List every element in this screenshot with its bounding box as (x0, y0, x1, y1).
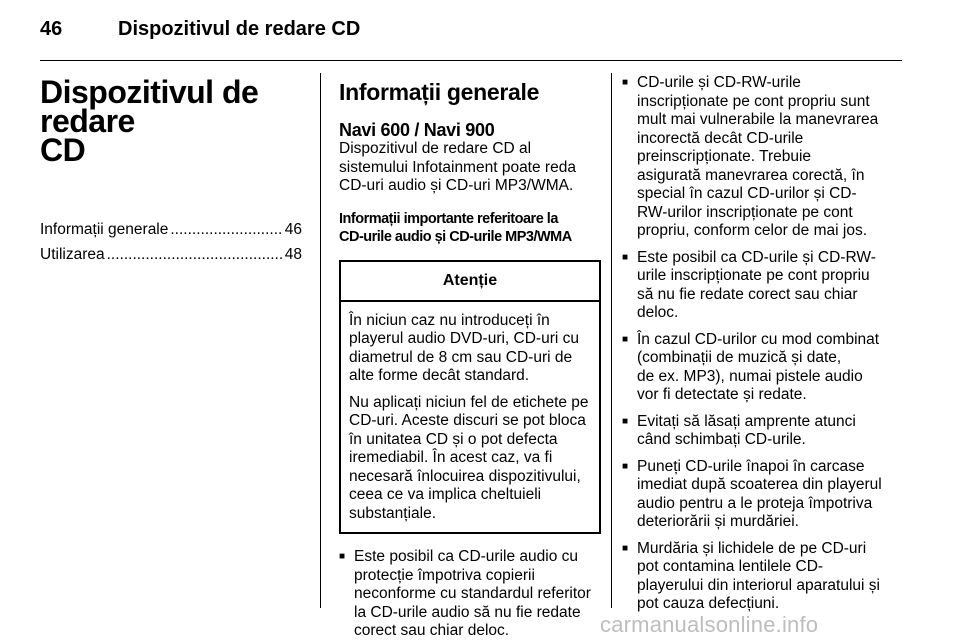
text-line: corect sau chiar deloc. (354, 622, 510, 639)
list-item (622, 458, 904, 532)
text-line: când schimbați CD-urile. (637, 431, 806, 448)
text-line: alte forme decât standard. (349, 367, 530, 384)
text-line: pot contamina lentilele CD- (637, 558, 824, 575)
text-line: preinscripționate. Trebuie (637, 148, 812, 165)
toc-entry-label: Utilizarea (40, 246, 105, 263)
text-line: Informații importante referitoare la (339, 210, 558, 227)
text-line: necesară înlocuirea dispozitivului, (349, 467, 581, 485)
text-line: protecție împotriva copierii (354, 566, 535, 584)
list-item (622, 249, 904, 323)
text-line: neconforme cu standardul referitor (354, 585, 591, 602)
text-line: RW-urilor inscripționate pe cont (637, 203, 853, 221)
text-line: În cazul CD-urilor cu mod combinat (637, 330, 880, 348)
text-line: de ex. MP3), numai pistele audio (637, 367, 863, 385)
text-line: diametrul de 8 cm sau CD-uri de (349, 348, 573, 366)
general-info-column (339, 74, 601, 641)
text-line: deteriorării și murdăriei. (637, 513, 799, 530)
list-item (622, 540, 904, 614)
text-line: CD-uri audio și CD-uri MP3/WMA. (339, 177, 574, 194)
text-line: substanțiale. (349, 504, 437, 522)
chapter-column (40, 74, 302, 267)
text-line: Nu aplicați niciun fel de etichete pe (349, 393, 589, 411)
chapter-title (40, 74, 302, 168)
text-line: iremediabil. În acest caz, va fi (349, 449, 553, 466)
toc-entry-page: 46 (284, 221, 302, 238)
toc-entry-label: Informații generale (40, 221, 169, 238)
text-line: pot cauza defecțiuni. (637, 595, 780, 612)
list-item (339, 548, 601, 641)
text-line: deloc. (637, 304, 679, 321)
column-divider-1 (320, 73, 321, 608)
text-line: (combinații de muzică și date, (637, 349, 842, 366)
text-line: Evitați să lăsați amprente atunci (637, 412, 856, 430)
text-line: CD-urile audio și CD-urile MP3/WMA (339, 228, 572, 245)
text-line: CD-urile și CD-RW-urile (637, 74, 801, 91)
text-line: să nu fie redate corect sau chiar (637, 285, 858, 303)
running-title: Dispozitivul de redare CD (118, 18, 361, 40)
watermark: carmanualsonline.info (600, 612, 819, 637)
toc-entry-utilizarea[interactable] (40, 242, 302, 267)
section-subtitle: Navi 600 / Navi 900 (339, 120, 495, 140)
toc-entry-page: 48 (284, 246, 302, 263)
text-line: În niciun caz nu introduceți în (349, 311, 550, 329)
text-line: playerul audio DVD-uri, CD-uri cu (349, 330, 579, 347)
text-line: Dispozitivul de redare CD al (339, 140, 532, 157)
important-info-heading (339, 210, 601, 246)
text-line: Este posibil ca CD-urile audio cu (354, 548, 578, 565)
toc-leader-dots (107, 242, 283, 267)
bullet-list (622, 74, 904, 614)
text-line: audio pentru a le proteja împotriva (637, 494, 873, 512)
text-line: vor fi detectate și redate. (637, 386, 807, 403)
cd-handling-column (622, 74, 904, 614)
text-line: incorectă decât CD-urile (637, 129, 804, 147)
text-line: la CD-urile audio să nu fie redate (354, 603, 581, 621)
text-line: în unitatea CD și o pot defecta (349, 430, 558, 448)
text-line: Puneți CD-urile înapoi în carcase (637, 457, 865, 475)
header-rule (40, 60, 902, 61)
column-divider-2 (611, 73, 612, 608)
text-line: special în cazul CD-urilor și CD- (637, 185, 857, 202)
warning-box (339, 260, 601, 535)
text-line: propriu, conform celor de mai jos. (637, 222, 868, 239)
toc-leader-dots (170, 217, 282, 242)
page-number: 46 (40, 18, 63, 40)
warning-heading: Atenție (341, 262, 599, 302)
text-line: sistemului Infotainment poate reda (339, 158, 576, 176)
section-title: Informații generale (339, 79, 540, 105)
list-item (622, 413, 904, 450)
text-line: inscripționate pe cont propriu sunt (637, 92, 870, 110)
text-line: imediat după scoaterea din playerul (637, 476, 882, 493)
bullet-list (339, 548, 601, 641)
chapter-title-line-2: CD (40, 132, 86, 168)
toc-entry-informatii-generale[interactable] (40, 217, 302, 242)
text-line: playerului din interiorul aparatului și (637, 576, 880, 594)
intro-paragraph (339, 140, 601, 196)
table-of-contents (40, 217, 302, 267)
warning-paragraph-1 (349, 312, 591, 386)
text-line: asigurată manevrarea corectă, în (637, 166, 865, 184)
warning-paragraph-2 (349, 394, 591, 524)
text-line: urile inscripționate pe cont propriu (637, 267, 870, 284)
warning-body (341, 302, 599, 533)
text-line: mult mai vulnerabile la manevrarea (637, 111, 879, 128)
text-line: ceea ce va implica cheltuieli (349, 486, 542, 503)
text-line: Este posibil ca CD-urile și CD-RW- (637, 248, 876, 266)
chapter-title-line-1: Dispozitivul de redare (40, 74, 259, 139)
text-line: Murdăria și lichidele de pe CD-uri (637, 539, 867, 557)
text-line: CD-uri. Aceste discuri se pot bloca (349, 412, 586, 429)
list-item (622, 331, 904, 405)
list-item (622, 74, 904, 241)
